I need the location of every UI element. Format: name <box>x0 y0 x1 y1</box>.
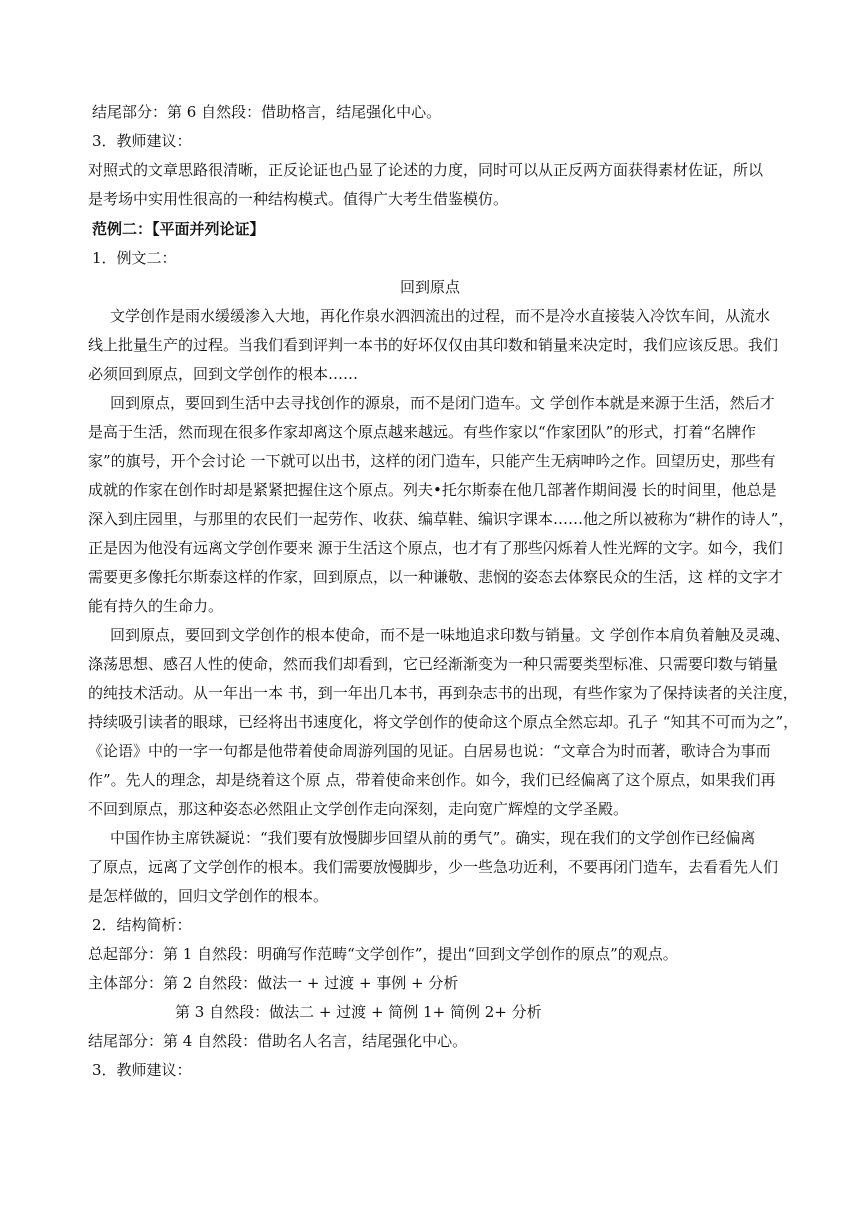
paragraph-line: 《论语》中的一字一句都是他带着使命周游列国的见证。白居易也说：“文章合为时而著，歌诗合为事而 <box>88 742 771 760</box>
structure-body-line: 第 3 自然段：做法二 + 过渡 + 简例 1+ 简例 2+ 分析 <box>175 1003 542 1021</box>
paragraph-line: 作”。先人的理念，却是绕着这个原 点，带着使命来创作。如今，我们已经偏离了这个原点，如果我们再 <box>88 771 776 789</box>
paragraph-line: 涤荡思想、感召人性的使命，然而我们却看到，它已经渐渐变为一种只需要类型标准、只需要印数与销量 <box>88 655 779 673</box>
closing-section-line: 结尾部分：第 6 自然段：借助格言，结尾强化中心。 <box>92 103 442 121</box>
paragraph-line: 是怎样做的，回归文学创作的根本。 <box>88 887 329 905</box>
paragraph-line: 深入到庄园里，与那里的农民们一起劳作、收获、编草鞋、编识字课本……他之所以被称为“耕作的诗人”， <box>88 510 794 528</box>
example-subheading: 1．例文二： <box>92 249 177 267</box>
teacher-advice-heading: 3．教师建议： <box>92 1061 192 1079</box>
paragraph-line: 是高于生活，然而现在很多作家却离这个原点越来越远。有些作家以“作家团队”的形式，打着“名牌作 <box>88 423 757 441</box>
paragraph-line: 家”的旗号，开个会讨论 一下就可以出书，这样的闭门造车，只能产生无病呻吟之作。回望历史，那些有 <box>88 452 776 470</box>
structure-heading: 2．结构简析： <box>92 916 192 934</box>
paragraph-line: 正是因为他没有远离文学创作要来 源于生活这个原点，也才有了那些闪烁着人性光辉的文字。如今，我们 <box>88 539 783 557</box>
structure-intro: 总起部分：第 1 自然段：明确写作范畴“文学创作”，提出“回到文学创作的原点”的观点。 <box>88 945 678 963</box>
paragraph-line: 成就的作家在创作时却是紧紧把握住这个原点。列夫•托尔斯泰在他几部著作期间漫 长的时间里，他总是 <box>88 481 777 499</box>
paragraph-line: 了原点，远离了文学创作的根本。我们需要放慢脚步，少一些急功近利，不要再闭门造车，去看看先人们 <box>88 858 779 876</box>
structure-end: 结尾部分：第 4 自然段：借助名人名言，结尾强化中心。 <box>88 1032 468 1050</box>
paragraph-line: 能有持久的生命力。 <box>88 597 224 615</box>
structure-body-line: 主体部分：第 2 自然段：做法一 + 过渡 + 事例 + 分析 <box>88 974 459 992</box>
teacher-advice-text-line: 是考场中实用性很高的一种结构模式。值得广大考生借鉴模仿。 <box>88 190 509 208</box>
paragraph-line: 回到原点，要回到文学创作的根本使命，而不是一味地追求印数与销量。文 学创作本肩负着触及灵魂、 <box>110 626 790 644</box>
paragraph-line: 回到原点，要回到生活中去寻找创作的源泉，而不是闭门造车。文 学创作本就是来源于生活，然后才 <box>110 394 775 412</box>
teacher-advice-heading: 3．教师建议： <box>92 132 192 150</box>
paragraph-line: 必须回到原点，回到文学创作的根本…… <box>88 365 359 383</box>
paragraph-line: 文学创作是雨水缓缓渗入大地，再化作泉水泗泗流出的过程，而不是冷水直接装入冷饮车间，从流水 <box>110 307 771 325</box>
paragraph-line: 的纯技术活动。从一年出一本 书，到一年出几本书，再到杂志书的出现，有些作家为了保持读者的关注度， <box>88 684 798 702</box>
paragraph-line: 需要更多像托尔斯泰这样的作家，回到原点，以一种谦敬、悲悯的姿态去体察民众的生活，这 样的文字才 <box>88 568 783 586</box>
paragraph-line: 不回到原点，那这种姿态必然阻止文学创作走向深刻，走向宽广辉煌的文学圣殿。 <box>88 800 629 818</box>
paragraph-line: 线上批量生产的过程。当我们看到评判一本书的好坏仅仅由其印数和销量来决定时，我们应该反思。我们 <box>88 336 779 354</box>
example-heading: 范例二：【平面并列论证】 <box>92 220 265 238</box>
teacher-advice-text-line: 对照式的文章思路很清晰，正反论证也凸显了论述的力度，同时可以从正反两方面获得素材佐证，所以 <box>88 161 764 179</box>
essay-title: 回到原点 <box>399 278 460 296</box>
paragraph-line: 中国作协主席铁凝说：“我们要有放慢脚步回望从前的勇气”。确实，现在我们的文学创作已经偏离 <box>110 829 756 847</box>
paragraph-line: 持续吸引读者的眼球，已经将出书速度化，将文学创作的使命这个原点全然忘却。孔子 “知其不可而为之”， <box>88 713 799 731</box>
